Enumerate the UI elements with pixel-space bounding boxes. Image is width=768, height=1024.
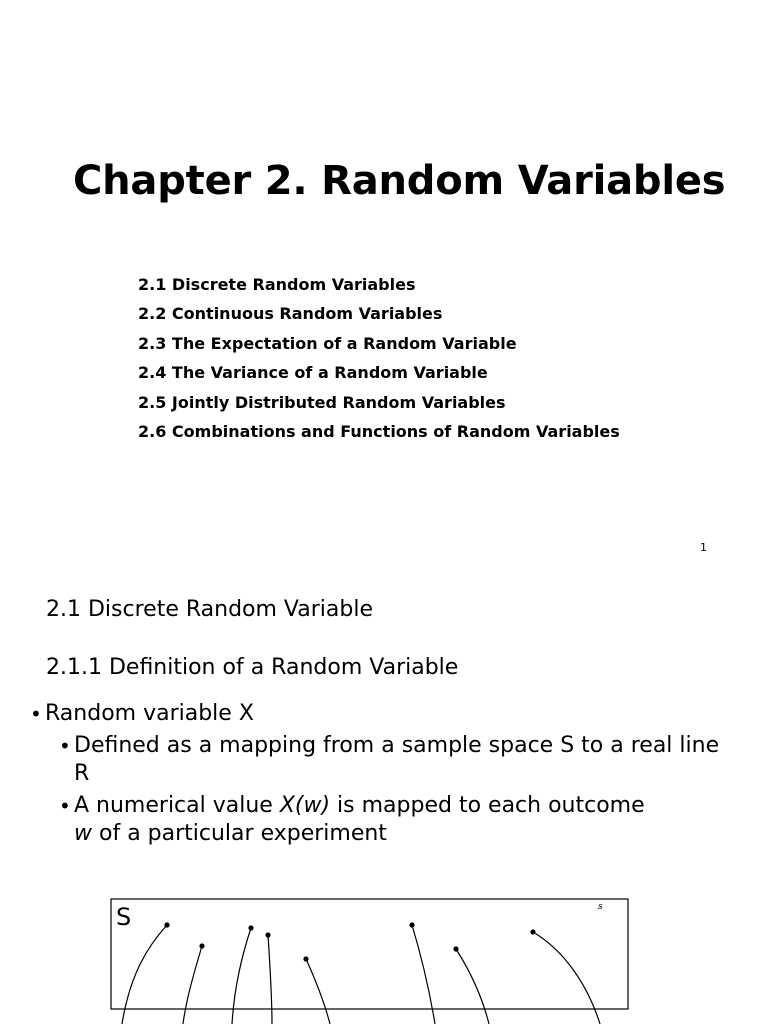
bullet-marker: • <box>30 702 42 726</box>
toc-item: 2.3 The Expectation of a Random Variable <box>138 333 517 353</box>
italic-xw: X(w) <box>279 793 331 818</box>
table-of-contents <box>138 270 620 446</box>
mapping-arrow <box>306 959 330 1024</box>
sample-space-label: S <box>116 903 132 931</box>
section-heading: 2.1 Discrete Random Variable <box>46 597 373 622</box>
toc-item: 2.6 Combinations and Functions of Random Variables <box>138 421 620 441</box>
mapping-diagram <box>0 576 768 1024</box>
sample-space-box <box>111 899 628 1009</box>
subsection-heading: 2.1.1 Definition of a Random Variable <box>46 655 459 680</box>
toc-item: 2.2 Continuous Random Variables <box>138 304 443 324</box>
bullet-text-part: is mapped to each outcome <box>330 793 645 818</box>
italic-w: w <box>74 821 92 846</box>
mapping-arrow <box>533 932 600 1024</box>
toc-item: 2.1 Discrete Random Variables <box>138 275 416 294</box>
mapping-arrow <box>183 946 202 1024</box>
bullet-marker: • <box>59 734 71 758</box>
bullet-marker: • <box>59 794 71 818</box>
bullet-text: Defined as a mapping from a sample space S to a real line R <box>74 733 720 786</box>
slide-2 <box>0 576 768 1024</box>
mapping-arrow <box>456 949 489 1024</box>
toc-item: 2.4 The Variance of a Random Variable <box>138 363 488 383</box>
bullet-text-part: of a particular experiment <box>92 821 387 846</box>
page-number: 1 <box>700 541 707 554</box>
toc-item: 2.5 Jointly Distributed Random Variables <box>138 392 506 412</box>
bullet-text: Random variable X <box>45 701 254 726</box>
bullet-text-part: A numerical value <box>74 793 280 818</box>
chapter-title: Chapter 2. Random Variables <box>73 158 726 204</box>
corner-label: s <box>598 902 603 912</box>
outcome-points <box>164 922 535 961</box>
mapping-arrow <box>268 935 272 1024</box>
